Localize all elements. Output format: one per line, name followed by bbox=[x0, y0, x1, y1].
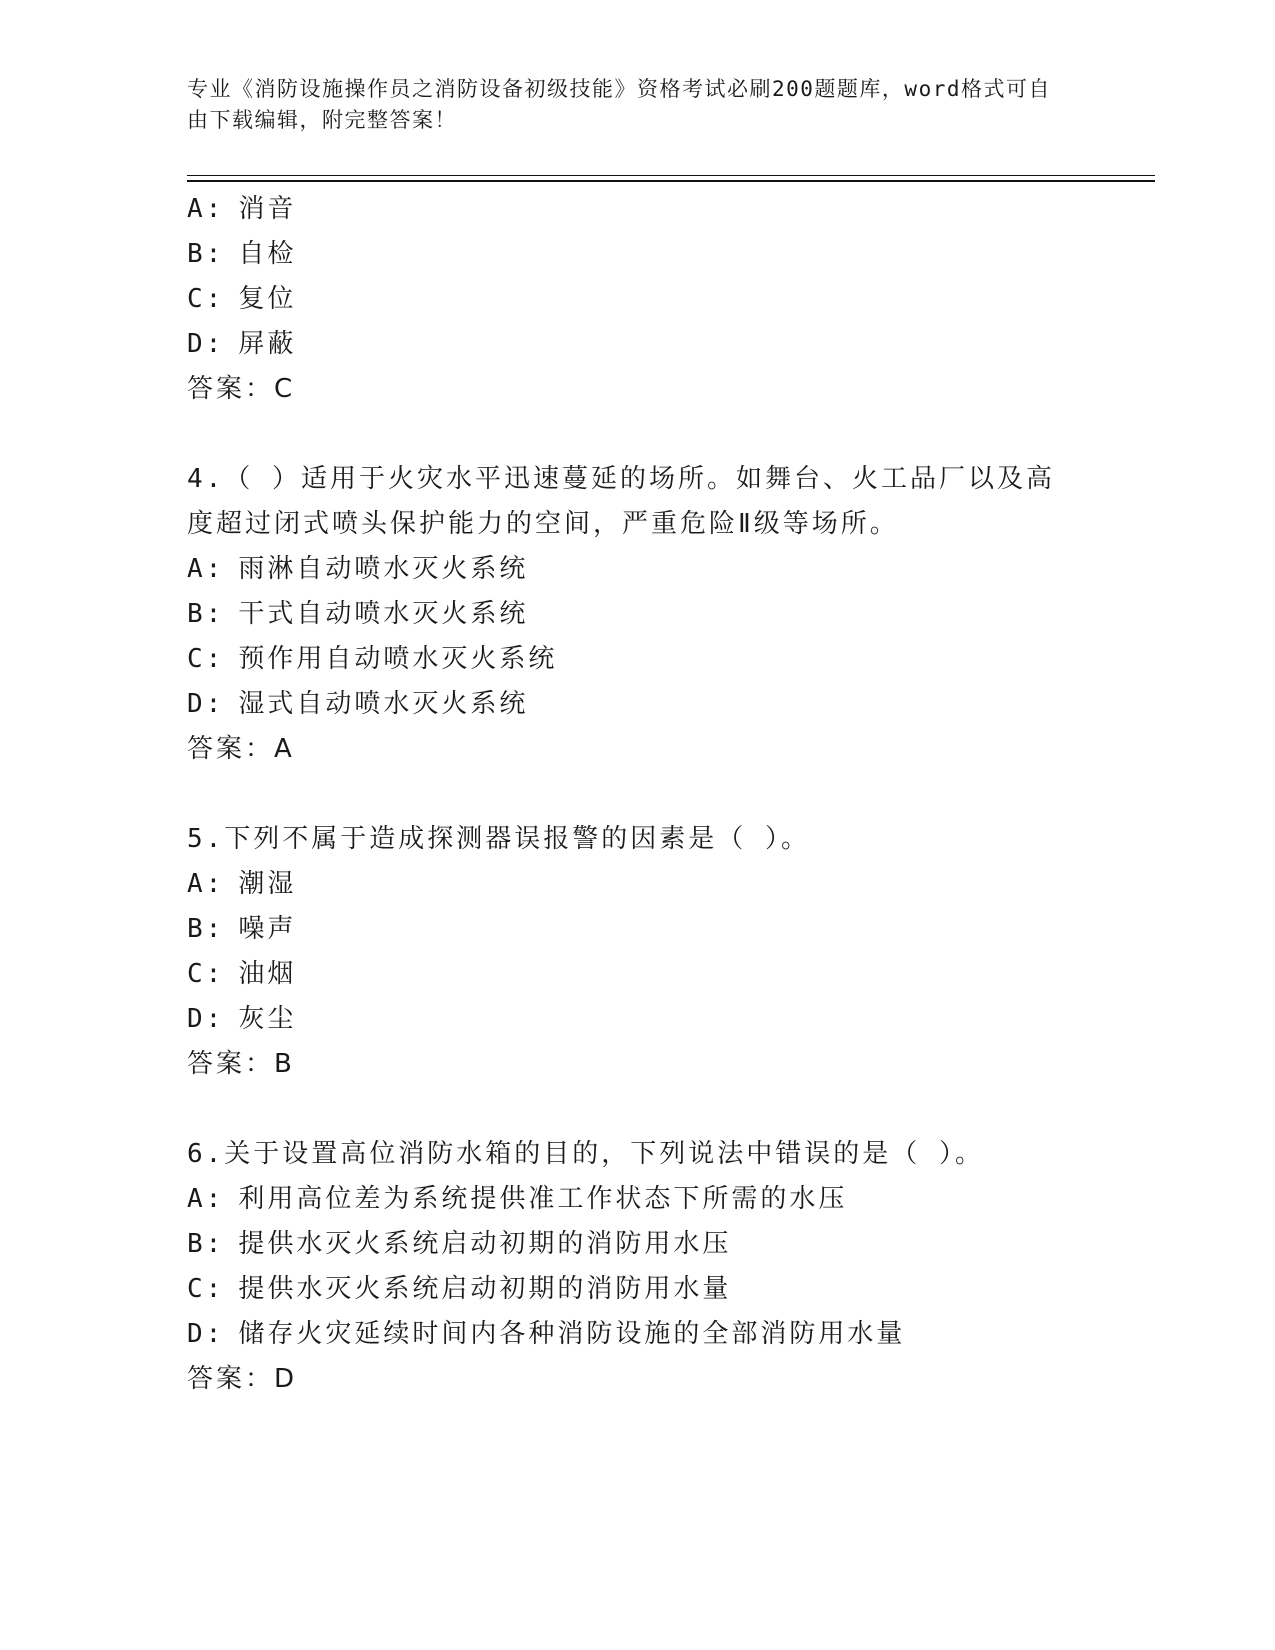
q6-answer: 答案：D bbox=[187, 1364, 298, 1394]
q4-stem-line1: 4.（ ）适用于火灾水平迅速蔓延的场所。如舞台、火工品厂以及高 bbox=[187, 464, 1055, 494]
q4-option-b: B: 干式自动喷水灭火系统 bbox=[187, 599, 529, 629]
q6-option-d: D: 储存火灾延续时间内各种消防设施的全部消防用水量 bbox=[187, 1319, 906, 1349]
header-rule-thick bbox=[187, 180, 1155, 182]
q5-option-c: C: 油烟 bbox=[187, 959, 297, 989]
q5-option-b: B: 噪声 bbox=[187, 914, 297, 944]
q3-option-d: D: 屏蔽 bbox=[187, 329, 297, 359]
q3-option-a: A: 消音 bbox=[187, 194, 297, 224]
q4-stem-line2: 度超过闭式喷头保护能力的空间，严重危险Ⅱ级等场所。 bbox=[187, 509, 899, 539]
q3-option-b: B: 自检 bbox=[187, 239, 297, 269]
q4-option-c: C: 预作用自动喷水灭火系统 bbox=[187, 644, 558, 674]
q5-answer: 答案：B bbox=[187, 1049, 295, 1079]
q4-option-d: D: 湿式自动喷水灭火系统 bbox=[187, 689, 529, 719]
q6-option-a: A: 利用高位差为系统提供准工作状态下所需的水压 bbox=[187, 1184, 848, 1214]
document-header: 专业《消防设施操作员之消防设备初级技能》资格考试必刷200题题库，word格式可自由下载编辑，附完整答案！ bbox=[187, 77, 1051, 132]
header-rule-thin bbox=[187, 175, 1155, 176]
q3-answer: 答案：C bbox=[187, 374, 296, 404]
q5-option-d: D: 灰尘 bbox=[187, 1004, 297, 1034]
q5-stem: 5.下列不属于造成探测器误报警的因素是（ ）。 bbox=[187, 824, 810, 854]
q4-answer: 答案：A bbox=[187, 734, 295, 764]
q5-option-a: A: 潮湿 bbox=[187, 869, 297, 899]
q6-option-c: C: 提供水灭火系统启动初期的消防用水量 bbox=[187, 1274, 732, 1304]
q4-option-a: A: 雨淋自动喷水灭火系统 bbox=[187, 554, 529, 584]
q6-stem: 6.关于设置高位消防水箱的目的，下列说法中错误的是（ ）。 bbox=[187, 1139, 984, 1169]
q3-option-c: C: 复位 bbox=[187, 284, 297, 314]
q6-option-b: B: 提供水灭火系统启动初期的消防用水压 bbox=[187, 1229, 732, 1259]
